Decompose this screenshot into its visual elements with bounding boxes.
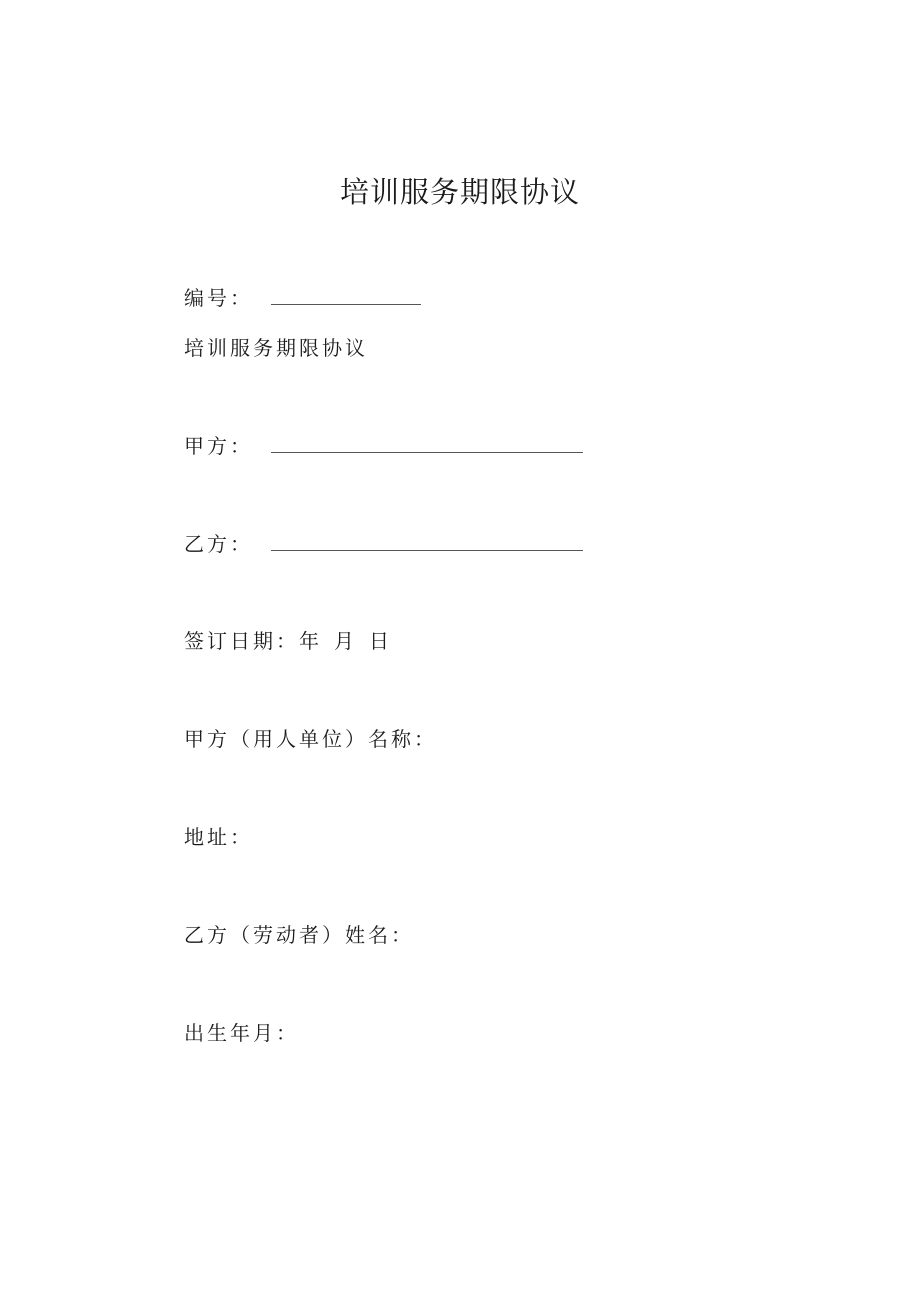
worker-name-line: 乙方（劳动者）姓名： xyxy=(184,923,414,947)
party-a-line xyxy=(184,432,583,460)
document-title: 培训服务期限协议 xyxy=(339,175,580,209)
party-b-label: 乙方： xyxy=(184,532,253,556)
birth-line: 出生年月： xyxy=(184,1021,299,1045)
number-label: 编号： xyxy=(184,286,253,310)
sign-date-line xyxy=(184,627,404,655)
party-b-line xyxy=(184,530,583,558)
party-b-blank-field[interactable] xyxy=(271,532,583,551)
number-blank-field[interactable] xyxy=(271,286,421,305)
document-subtitle: 培训服务期限协议 xyxy=(184,336,368,360)
date-day: 日 xyxy=(369,629,392,653)
employer-name-line: 甲方（用人单位）名称： xyxy=(184,727,437,751)
party-a-label: 甲方： xyxy=(184,434,253,458)
date-year: 年 xyxy=(299,629,322,653)
date-month: 月 xyxy=(334,629,357,653)
number-line xyxy=(184,284,421,312)
party-a-blank-field[interactable] xyxy=(271,434,583,453)
address-line: 地址： xyxy=(184,825,253,849)
sign-date-label: 签订日期： xyxy=(184,629,299,653)
